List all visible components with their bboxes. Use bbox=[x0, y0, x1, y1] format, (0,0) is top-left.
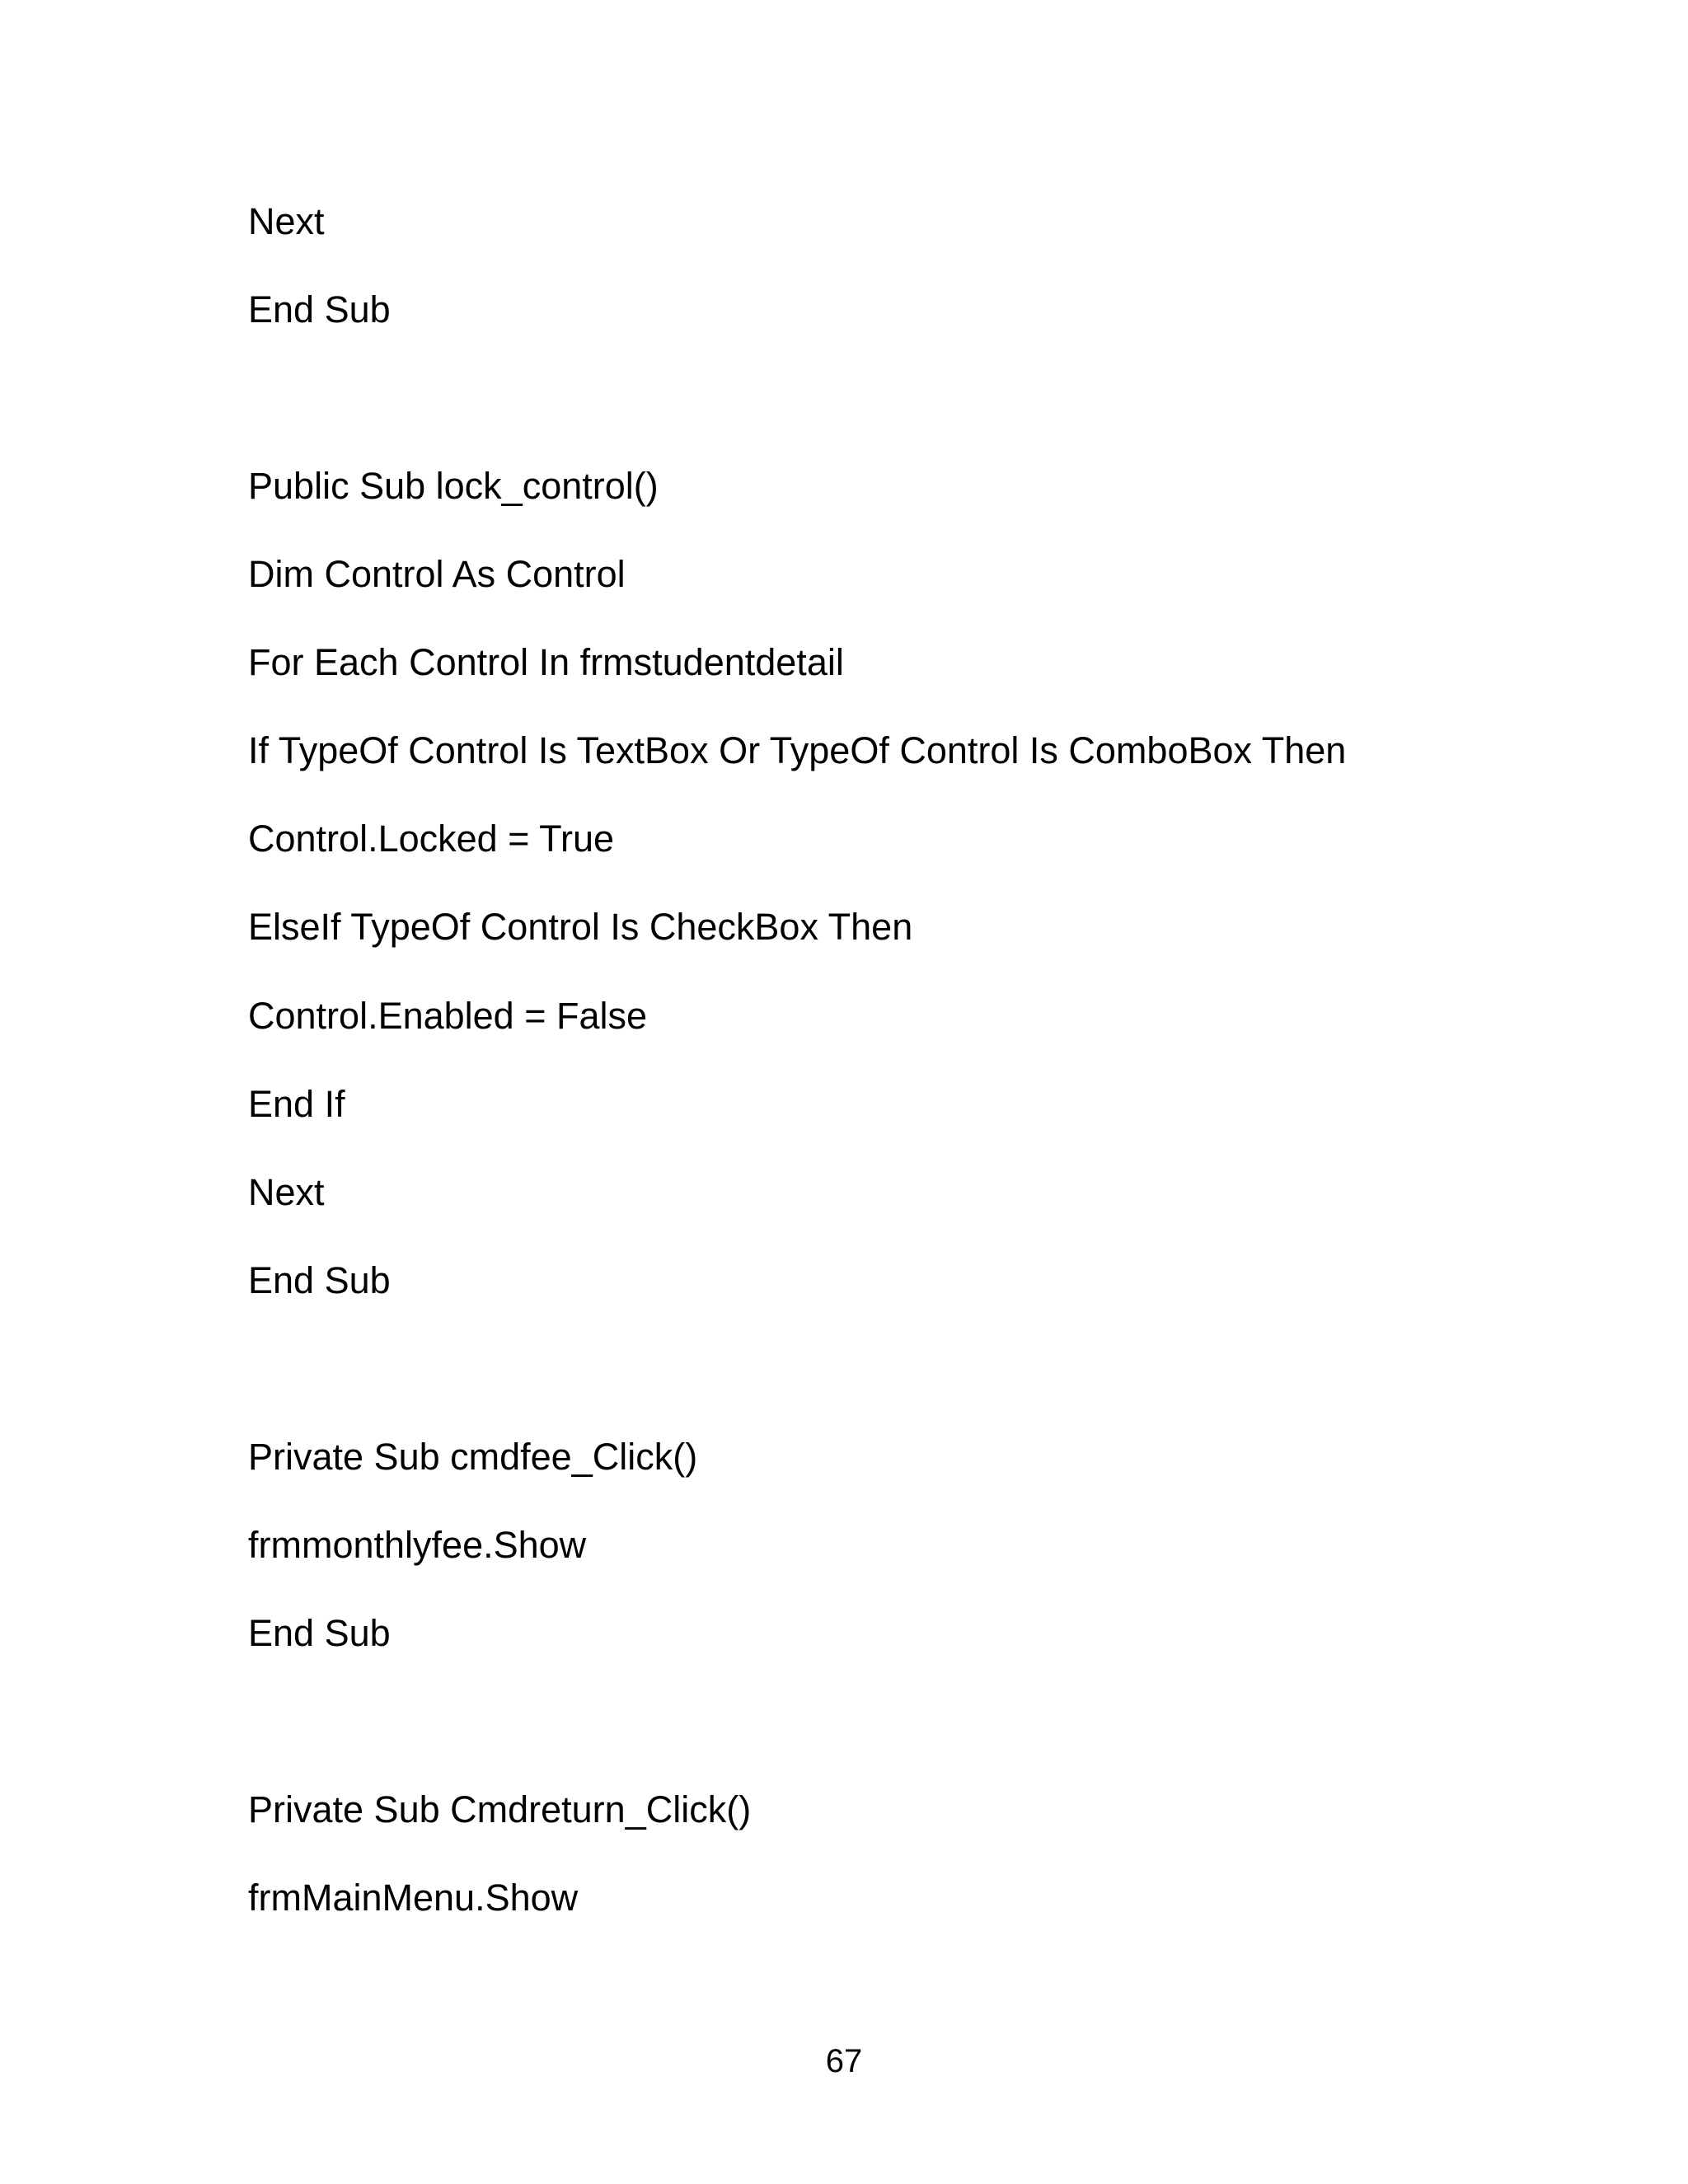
code-line: Private Sub cmdfee_Click() bbox=[248, 1436, 698, 1478]
code-line: Private Sub Cmdreturn_Click() bbox=[248, 1788, 752, 1830]
page-number: 67 bbox=[825, 2043, 863, 2079]
code-line: End Sub bbox=[248, 1259, 391, 1301]
code-line: frmMainMenu.Show bbox=[248, 1877, 579, 1919]
code-line: Control.Enabled = False bbox=[248, 995, 648, 1037]
code-line: Next bbox=[248, 1171, 325, 1213]
code-line: If TypeOf Control Is TextBox Or TypeOf Control Is ComboBox Then bbox=[248, 729, 1347, 771]
code-line: Public Sub lock_control() bbox=[248, 465, 659, 507]
code-line: End Sub bbox=[248, 288, 391, 330]
code-line: End If bbox=[248, 1083, 345, 1125]
code-line: Dim Control As Control bbox=[248, 553, 626, 595]
code-line: Next bbox=[248, 200, 325, 242]
code-line: ElseIf TypeOf Control Is CheckBox Then bbox=[248, 906, 913, 948]
code-line: frmmonthlyfee.Show bbox=[248, 1524, 587, 1566]
code-line: For Each Control In frmstudentdetail bbox=[248, 641, 844, 683]
code-line: Control.Locked = True bbox=[248, 818, 615, 860]
code-line: End Sub bbox=[248, 1612, 391, 1654]
